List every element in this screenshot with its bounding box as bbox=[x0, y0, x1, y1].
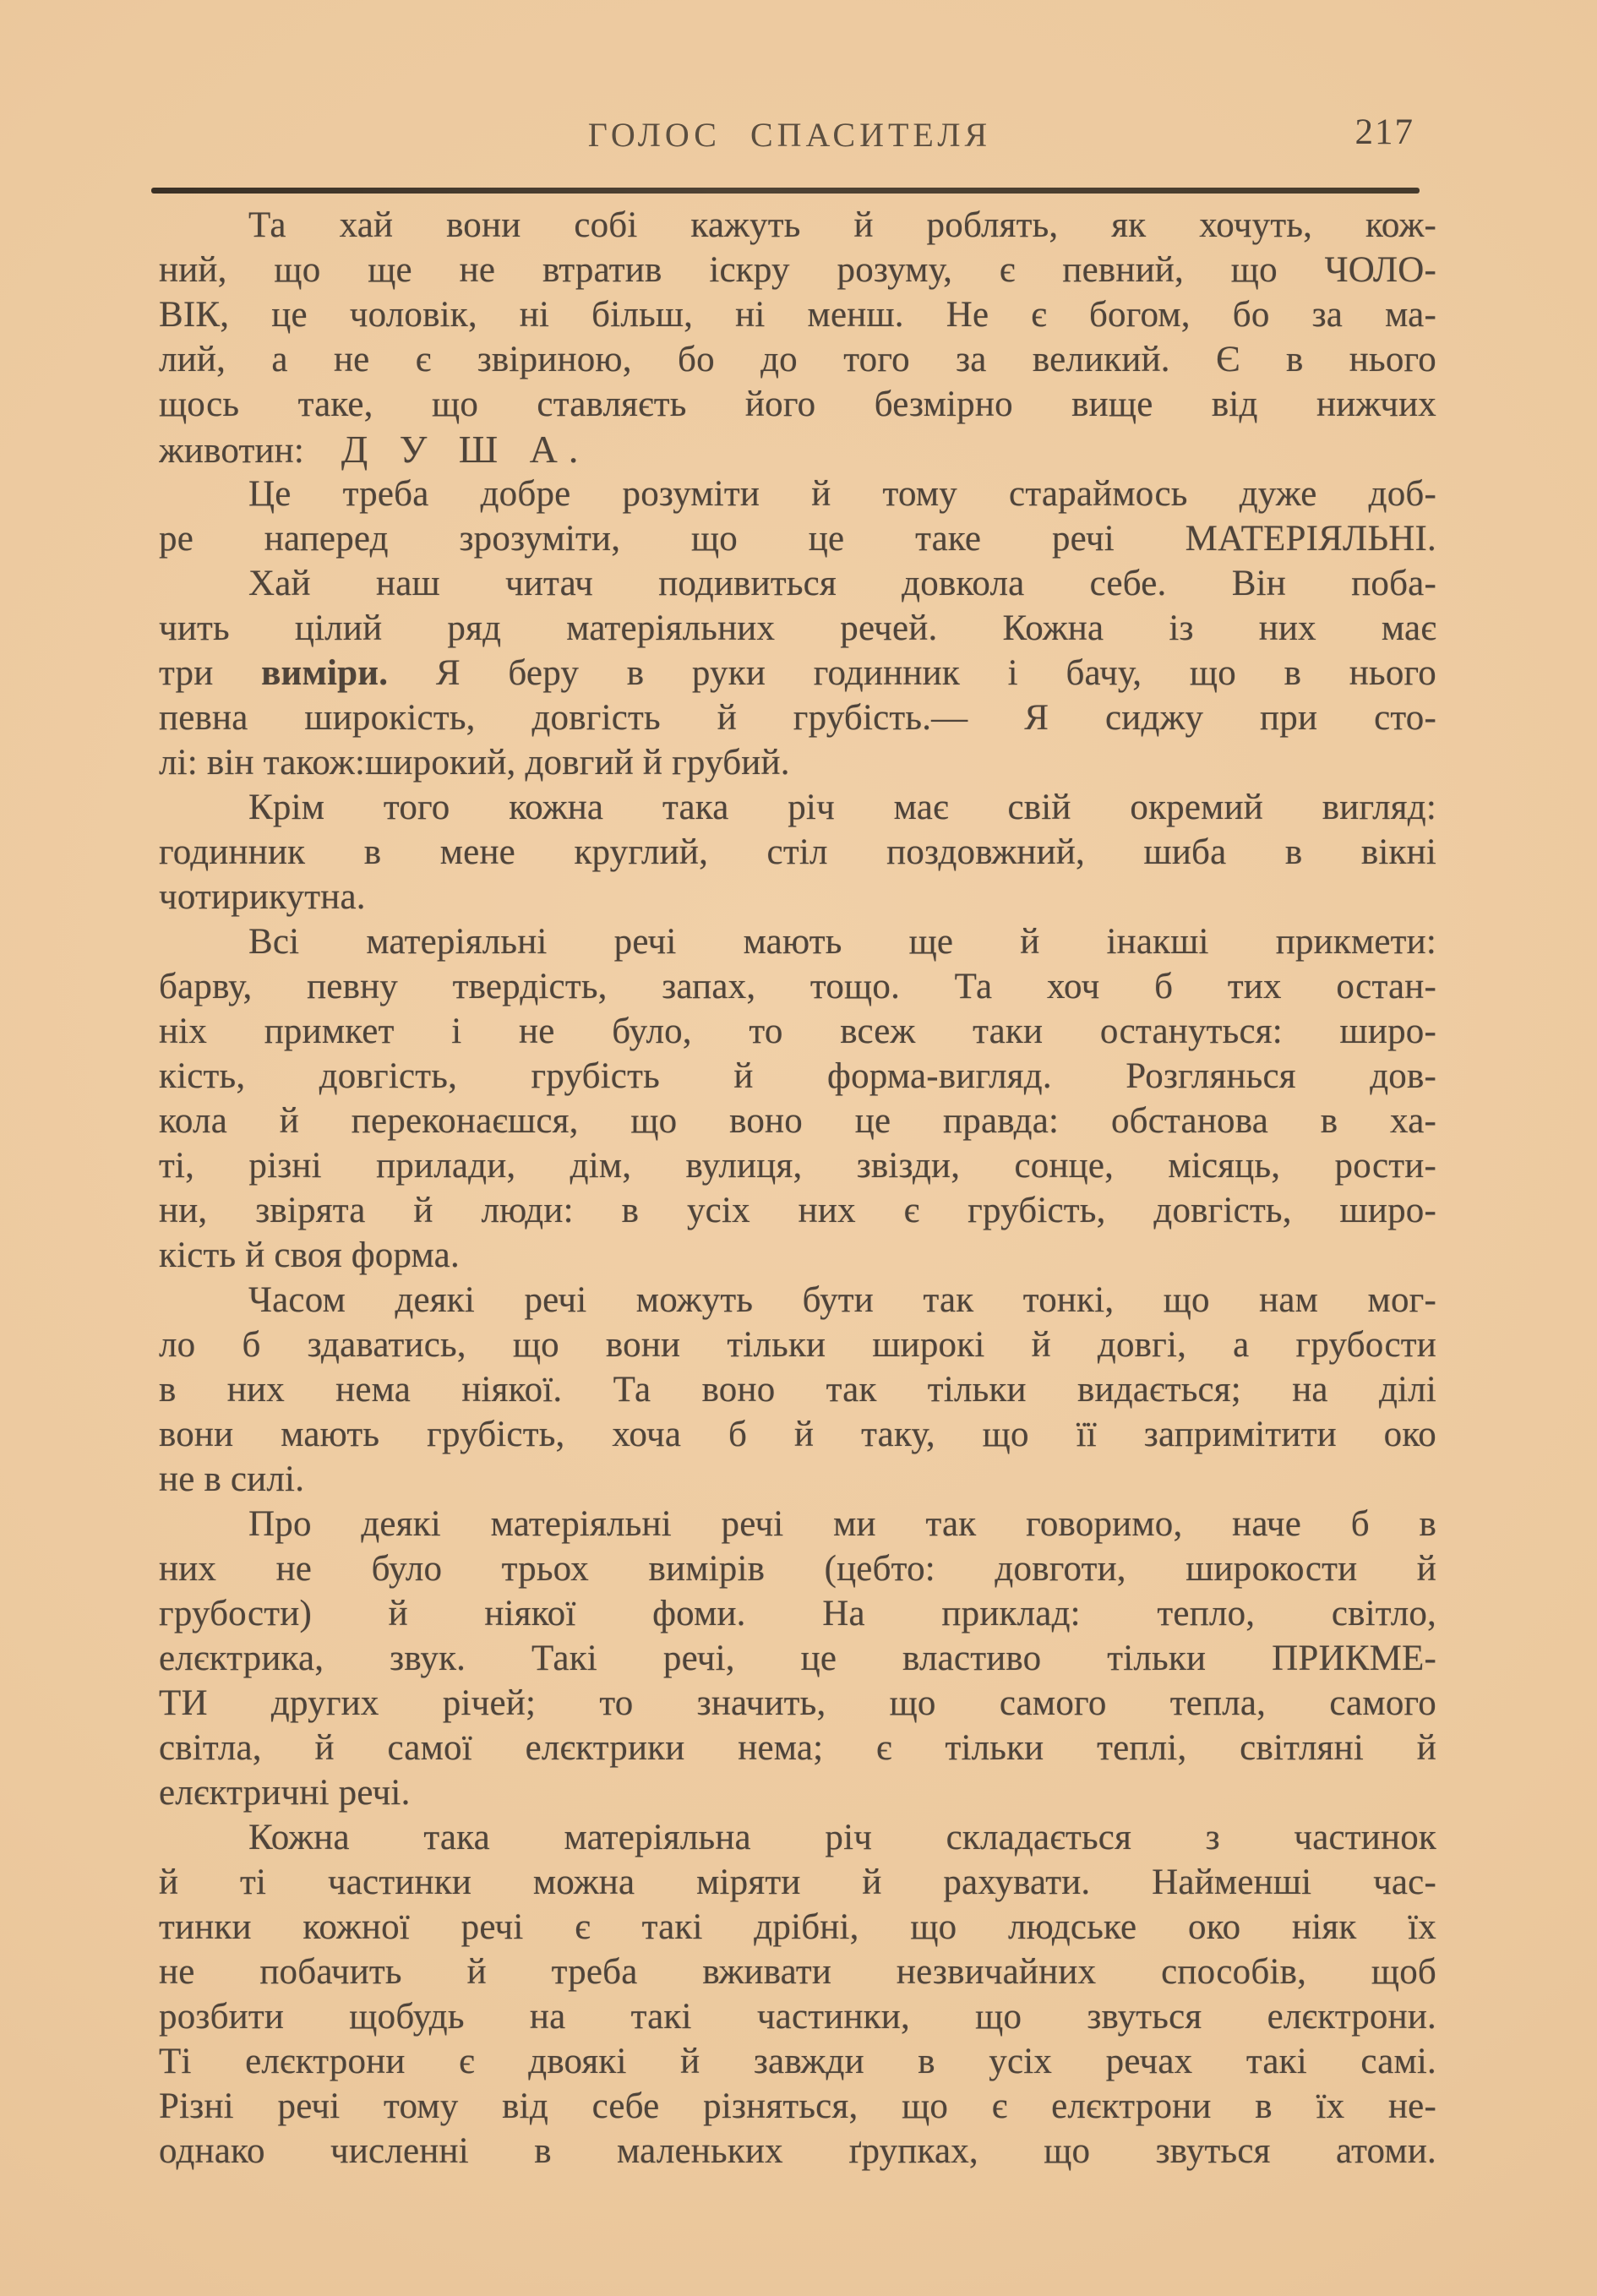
text-line bbox=[159, 695, 1436, 740]
header-title: ГОЛОС СПАСИТЕЛЯ bbox=[587, 116, 992, 154]
text-line bbox=[159, 248, 1436, 292]
page-number: 217 bbox=[1354, 112, 1414, 152]
text-line bbox=[159, 964, 1436, 1009]
paragraph bbox=[159, 1502, 1436, 1815]
header-rule bbox=[151, 188, 1420, 194]
text-line bbox=[159, 382, 1436, 427]
text-line bbox=[159, 427, 1436, 472]
text-segment: чить цілий ряд матеріяльних речей. Кожна із них має bbox=[159, 608, 1436, 648]
text-line bbox=[159, 1994, 1436, 2039]
text-line bbox=[159, 292, 1436, 337]
text-segment: Я беру в руки годинник і бачу, що в нього bbox=[388, 653, 1436, 693]
text-segment: розбити щобудь на такі частинки, що звуться елєктрони. bbox=[159, 1997, 1436, 2037]
text-segment: вони мають грубість, хоча б й таку, що її запримітити око bbox=[159, 1415, 1436, 1454]
text-line bbox=[159, 740, 1436, 785]
text-segment: ло б здаватись, що вони тільки широкі й довгі, а грубости bbox=[159, 1325, 1436, 1365]
text-line bbox=[159, 1905, 1436, 1950]
text-line bbox=[159, 606, 1436, 651]
text-segment: Про деякі матеріяльні речі ми так говоримо, наче б в bbox=[248, 1504, 1436, 1544]
text-segment: кість, довгість, грубість й форма-вигляд. Розглянься дов- bbox=[159, 1056, 1436, 1096]
text-segment: не в силі. bbox=[159, 1459, 305, 1499]
text-segment: годинник в мене круглий, стіл поздовжний, шиба в вікні bbox=[159, 832, 1436, 872]
text-line bbox=[159, 1188, 1436, 1233]
page-header bbox=[159, 112, 1436, 162]
text-segment: Д У Ш А. bbox=[341, 428, 590, 471]
text-segment: ВІК, це чоловік, ні більш, ні менш. Не є богом, бо за ма- bbox=[159, 295, 1436, 335]
text-segment: кість й своя форма. bbox=[159, 1235, 460, 1275]
text-line bbox=[159, 1860, 1436, 1905]
text-segment: елєктричні речі. bbox=[159, 1773, 411, 1813]
text-segment: лі: він також:широкий, довгий й грубий. bbox=[159, 743, 790, 783]
paragraph bbox=[159, 1278, 1436, 1502]
text-segment: лий, а не є звіриною, бо до того за великий. Є в нього bbox=[159, 340, 1436, 379]
text-segment: не побачить й треба вживати незвичайних способів, щоб bbox=[159, 1952, 1436, 1992]
text-line bbox=[159, 1815, 1436, 1860]
text-segment: чотирикутна. bbox=[159, 877, 366, 917]
text-line bbox=[159, 337, 1436, 382]
text-segment: Хай наш читач подивиться довкола себе. Він поба- bbox=[248, 564, 1436, 603]
text-line bbox=[159, 203, 1436, 248]
text-segment: ре наперед зрозуміти, що це таке речі МАТЕРІЯЛЬНІ. bbox=[159, 519, 1436, 559]
text-line bbox=[159, 785, 1436, 830]
text-line bbox=[159, 919, 1436, 964]
text-line bbox=[159, 1233, 1436, 1278]
text-segment: них не було трьох вимірів (цебто: довготи, широкости й bbox=[159, 1549, 1436, 1589]
text-segment: елєктрика, звук. Такі речі, це властиво тільки ПРИКМЕ- bbox=[159, 1639, 1436, 1678]
text-line bbox=[159, 2129, 1436, 2173]
text-segment: певна широкість, довгість й грубість.— Я сиджу при сто- bbox=[159, 698, 1436, 738]
paragraph bbox=[159, 472, 1436, 561]
text-segment: тинки кожної речі є такі дрібні, що людське око ніяк їх bbox=[159, 1907, 1436, 1947]
text-line bbox=[159, 2084, 1436, 2129]
text-line bbox=[159, 1099, 1436, 1143]
text-segment: Кожна така матеріяльна річ складається з частинок bbox=[248, 1818, 1436, 1857]
text-line bbox=[159, 1278, 1436, 1323]
text-line bbox=[159, 1770, 1436, 1815]
paragraph bbox=[159, 561, 1436, 785]
text-line bbox=[159, 1950, 1436, 1994]
text-segment: ТИ других річей; то значить, що самого тепла, самого bbox=[159, 1683, 1436, 1723]
text-line bbox=[159, 1681, 1436, 1726]
text-segment: барву, певну твердість, запах, тощо. Та хоч б тих остан- bbox=[159, 967, 1436, 1006]
text-segment: ни, звірята й люди: в усіх них є грубість, довгість, широ- bbox=[159, 1191, 1436, 1230]
text-segment: Це треба добре розуміти й тому стараймось дуже доб- bbox=[248, 474, 1436, 514]
text-line bbox=[159, 1502, 1436, 1546]
text-segment: Ті елєктрони є двоякі й завжди в усіх речах такі самі. bbox=[159, 2042, 1436, 2081]
text-segment: світла, й самої елєктрики нема; є тільки теплі, світляні й bbox=[159, 1728, 1436, 1768]
body-text bbox=[159, 203, 1436, 2173]
text-segment: животин: bbox=[159, 431, 341, 471]
text-segment: три bbox=[159, 653, 262, 693]
text-line bbox=[159, 1367, 1436, 1412]
text-line bbox=[159, 830, 1436, 875]
text-segment: грубости) й ніякої фоми. На приклад: тепло, світло, bbox=[159, 1594, 1436, 1633]
text-line bbox=[159, 1457, 1436, 1502]
text-segment: Та хай вони собі кажуть й роблять, як хочуть, кож- bbox=[248, 205, 1436, 245]
bold-text-segment: виміри. bbox=[261, 653, 389, 693]
text-line bbox=[159, 2039, 1436, 2084]
text-segment: в них нема ніякої. Та воно так тільки видається; на ділі bbox=[159, 1370, 1436, 1410]
text-line bbox=[159, 1546, 1436, 1591]
text-line bbox=[159, 875, 1436, 919]
paragraph bbox=[159, 785, 1436, 919]
paragraph bbox=[159, 919, 1436, 1278]
text-line bbox=[159, 1412, 1436, 1457]
text-line bbox=[159, 1636, 1436, 1681]
text-segment: Різні речі тому від себе різняться, що є елєктрони в їх не- bbox=[159, 2086, 1436, 2126]
text-segment: ті, різні прилади, дім, вулиця, звізди, сонце, місяць, рости- bbox=[159, 1146, 1436, 1186]
text-line bbox=[159, 1591, 1436, 1636]
text-segment: Крім того кожна така річ має свій окремий вигляд: bbox=[248, 788, 1436, 827]
text-segment: Часом деякі речі можуть бути так тонкі, що нам мог- bbox=[248, 1280, 1436, 1320]
text-line bbox=[159, 651, 1436, 695]
text-segment: ніх примкет і не було, то всеж таки остануться: широ- bbox=[159, 1012, 1436, 1051]
text-line bbox=[159, 1054, 1436, 1099]
text-line bbox=[159, 1323, 1436, 1367]
text-segment: однако численні в маленьких ґрупках, що звуться атоми. bbox=[159, 2131, 1436, 2171]
text-segment: щось таке, що ставляєть його безмірно вище від нижчих bbox=[159, 384, 1436, 424]
text-segment: Всі матеріяльні речі мають ще й інакші прикмети: bbox=[248, 922, 1436, 962]
paragraph bbox=[159, 203, 1436, 472]
text-line bbox=[159, 1726, 1436, 1770]
text-segment: кола й переконаєшся, що воно це правда: обстанова в ха- bbox=[159, 1101, 1436, 1141]
text-segment: й ті частинки можна міряти й рахувати. Найменші час- bbox=[159, 1862, 1436, 1902]
text-segment: ний, що ще не втратив іскру розуму, є певний, що ЧОЛО- bbox=[159, 250, 1436, 290]
text-line bbox=[159, 1009, 1436, 1054]
text-line bbox=[159, 561, 1436, 606]
text-line bbox=[159, 472, 1436, 516]
paragraph bbox=[159, 1815, 1436, 2173]
text-line bbox=[159, 516, 1436, 561]
text-line bbox=[159, 1143, 1436, 1188]
